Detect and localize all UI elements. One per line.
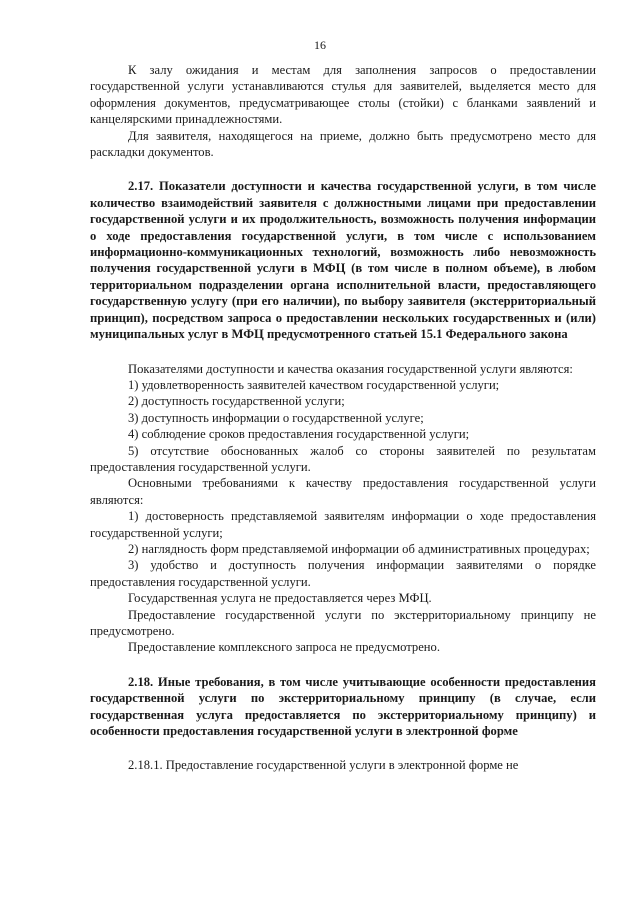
list-item-service-accessibility: 2) доступность государственной услуги; — [128, 394, 345, 409]
section-heading-2-18: 2.18. Иные требования, в том числе учитывающие особенности предоставления государственной услуги по экстерриториальному принципу (в случае, если государственная услуга предоставляется по экстерриториальному принципу) и особенности предоставления государственной услуги в электронной форме — [90, 674, 596, 739]
list-item-reliability: 1) достоверность представляемой заявителям информации о ходе предоставления государственной услуги; — [90, 509, 596, 540]
list-item-deadlines: 4) соблюдение сроков предоставления государственной услуги; — [128, 427, 470, 442]
list-item-clarity: 2) наглядность форм представляемой информации об административных процедурах; — [128, 541, 590, 556]
list-item-information-accessibility: 3) доступность информации о государственной услуге; — [128, 410, 424, 425]
paragraph-indicators-intro: Показателями доступности и качества оказания государственной услуги являются: — [128, 361, 573, 376]
paragraph-document-space: Для заявителя, находящегося на приеме, должно быть предусмотрено место для раскладки документов. — [90, 128, 596, 160]
paragraph-no-complex-request: Предоставление комплексного запроса не предусмотрено. — [128, 640, 440, 655]
paragraph-2-18-1: 2.18.1. Предоставление государственной услуги в электронной форме не — [128, 758, 519, 773]
section-heading-2-17: 2.17. Показатели доступности и качества государственной услуги, в том числе количество взаимодействий заявителя с должностными лицами при предоставлении государственной услуги и их продолжительность, возможность получения информации о ходе предоставления государственной услуги, в том числе с использованием информационно-коммуникационных технологий, возможность либо невозможность получения государственной услуги в МФЦ (в том числе в полном объеме), в любом территориальном подразделении органа исполнительной власти, предоставляющего государственную услугу (при его наличии), по выбору заявителя (экстерриториальный принцип), посредством запроса о предоставлении нескольких государственных и (или) муниципальных услуг в МФЦ предусмотренного статьей 15.1 Федерального закона — [90, 179, 596, 342]
list-item-convenience: 3) удобство и доступность получения информации заявителями о порядке предоставления государственной услуги. — [90, 558, 596, 589]
paragraph-quality-requirements: Основными требованиями к качеству предоставления государственной услуги являются: — [90, 476, 596, 507]
paragraph-no-mfc: Государственная услуга не предоставляется через МФЦ. — [128, 591, 432, 606]
paragraph-waiting-hall: К залу ожидания и местам для заполнения запросов о предоставлении государственной услуги устанавливаются стулья для заявителей, выделяется место для оформления документов, предусматривающее столы (стойки) с бланками заявлений и канцелярскими принадлежностями. — [90, 63, 596, 127]
paragraph-no-extraterritorial: Предоставление государственной услуги по экстерриториальному принципу не предусмотрено. — [90, 607, 596, 638]
list-item-no-complaints: 5) отсутствие обоснованных жалоб со стороны заявителей по результатам предоставления государственной услуги. — [90, 443, 596, 474]
list-item-satisfaction: 1) удовлетворенность заявителей качеством государственной услуги; — [128, 377, 500, 392]
document-body — [90, 62, 596, 774]
page-number: 16 — [314, 38, 326, 52]
